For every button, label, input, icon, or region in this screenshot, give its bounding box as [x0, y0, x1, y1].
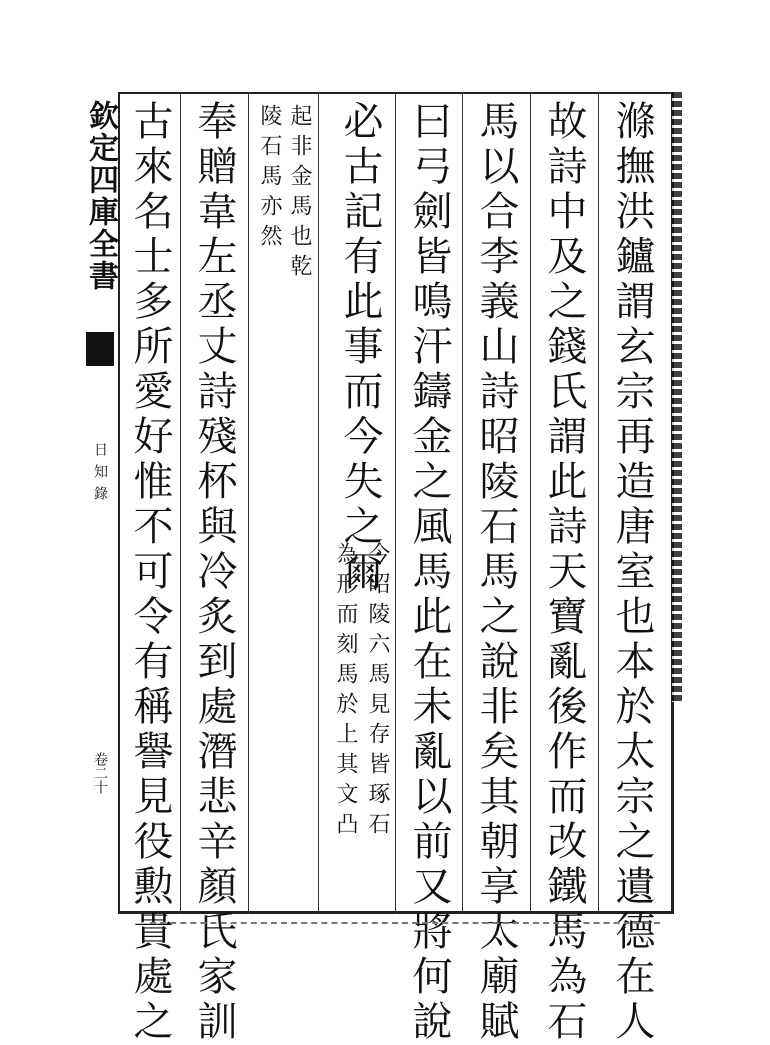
annotation-line-left: 為形而刻馬於上其文凸: [333, 542, 358, 842]
margin-fishtail: [86, 332, 114, 366]
column-rule: [530, 92, 531, 914]
column-rule: [180, 92, 181, 914]
text-column-2: 故詩中及之錢氏謂此詩天寶亂後作而改鐵馬為石: [541, 100, 587, 1045]
annotation-line-right: 今昭陵六馬見存皆琢石: [365, 542, 390, 842]
margin-column: [82, 92, 118, 914]
text-column-8: 古來名士多所愛好惟不可令有稱譽見役勲貴處之: [127, 100, 173, 1045]
column-rule: [462, 92, 463, 914]
text-column-7: 奉贈韋左丞丈詩殘杯與冷炙到處潛悲辛顏氏家訓: [191, 100, 237, 1045]
text-column-4: 曰弓劍皆鳴汗鑄金之風馬此在未亂以前又將何說: [406, 100, 452, 1045]
main-text: 必古記有此事而今失之爾: [337, 100, 383, 595]
text-column-3: 馬以合李義山詩昭陵石馬之說非矣其朝享太廟賦: [473, 100, 519, 1045]
collection-title: 欽定四庫全書: [83, 100, 118, 292]
column-rule: [598, 92, 599, 914]
scan-artifact: [150, 922, 660, 928]
column-rule: [395, 92, 396, 914]
book-title: 日知錄: [92, 442, 108, 508]
volume-label: 卷二十: [92, 752, 108, 794]
column-rule: [318, 92, 319, 914]
annotation-line-left: 陵石馬亦然: [257, 104, 282, 254]
scan-edge: [672, 92, 682, 702]
annotation-line-right: 起非金馬也乾: [287, 104, 312, 284]
column-rule: [248, 92, 249, 914]
text-column-1: 滌撫洪鑪謂玄宗再造唐室也本於太宗之遺德在人: [609, 100, 655, 1045]
